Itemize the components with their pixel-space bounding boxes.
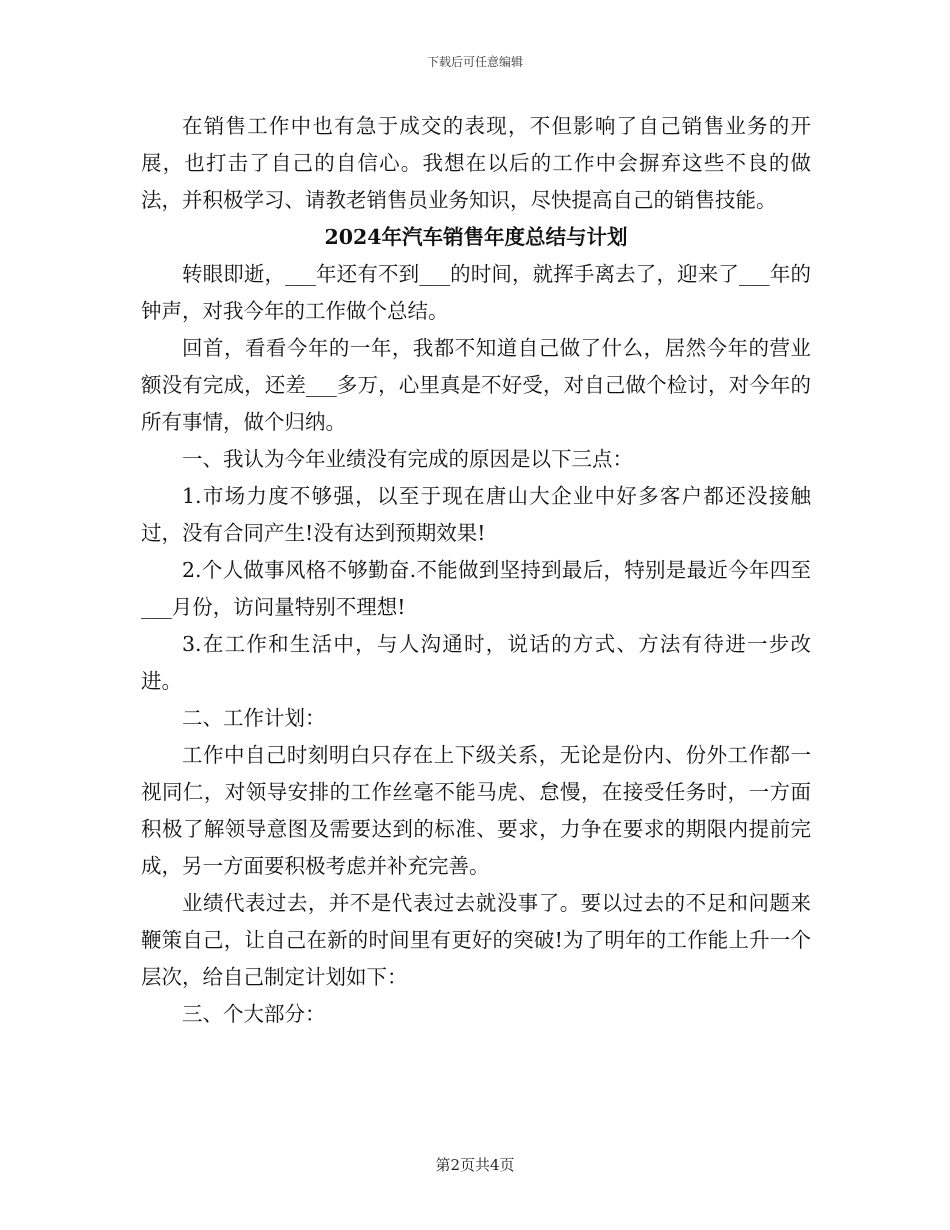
document-body [141, 108, 811, 1033]
paragraph: 在销售工作中也有急于成交的表现，不但影响了自己销售业务的开展，也打击了自己的自信心。我想在以后的工作中会摒弃这些不良的做法，并积极学习、请教老销售员业务知识，尽快提高自己的销售技能。 [141, 114, 811, 212]
section-heading: 二、工作计划： [182, 706, 326, 730]
page-header: 下载后可任意编辑 [426, 55, 523, 69]
paragraph: 转眼即逝，___年还有不到___的时间，就挥手离去了，迎来了___年的钟声，对我今年的工作做个总结。 [141, 262, 811, 323]
paragraph: 业绩代表过去，并不是代表过去就没事了。要以过去的不足和问题来鞭策自己，让自己在新的时间里有更好的突破!为了明年的工作能上升一个层次，给自己制定计划如下： [141, 891, 811, 989]
document-title: 2024年汽车销售年度总结与计划 [324, 225, 628, 249]
list-item: 3.在工作和生活中，与人沟通时，说话的方式、方法有待进一步改进。 [141, 632, 811, 693]
list-item: 1.市场力度不够强，以至于现在唐山大企业中好多客户都还没接触过，没有合同产生!没有达到预期效果! [141, 484, 811, 545]
paragraph: 工作中自己时刻明白只存在上下级关系，无论是份内、份外工作都一视同仁，对领导安排的工作丝毫不能马虎、怠慢，在接受任务时，一方面积极了解领导意图及需要达到的标准、要求，力争在要求的期限内提前完成，另一方面要积极考虑并补充完善。 [141, 743, 811, 878]
section-heading: 一、我认为今年业绩没有完成的原因是以下三点： [182, 447, 633, 471]
paragraph: 回首，看看今年的一年，我都不知道自己做了什么，居然今年的营业额没有完成，还差___多万，心里真是不好受，对自己做个检讨，对今年的所有事情，做个归纳。 [141, 336, 811, 434]
list-item: 2.个人做事风格不够勤奋.不能做到坚持到最后，特别是最近今年四至___月份，访问量特别不理想! [141, 558, 811, 619]
section-heading: 三、个大部分： [182, 1002, 326, 1026]
page-number: 第2页共4页 [435, 1156, 515, 1174]
